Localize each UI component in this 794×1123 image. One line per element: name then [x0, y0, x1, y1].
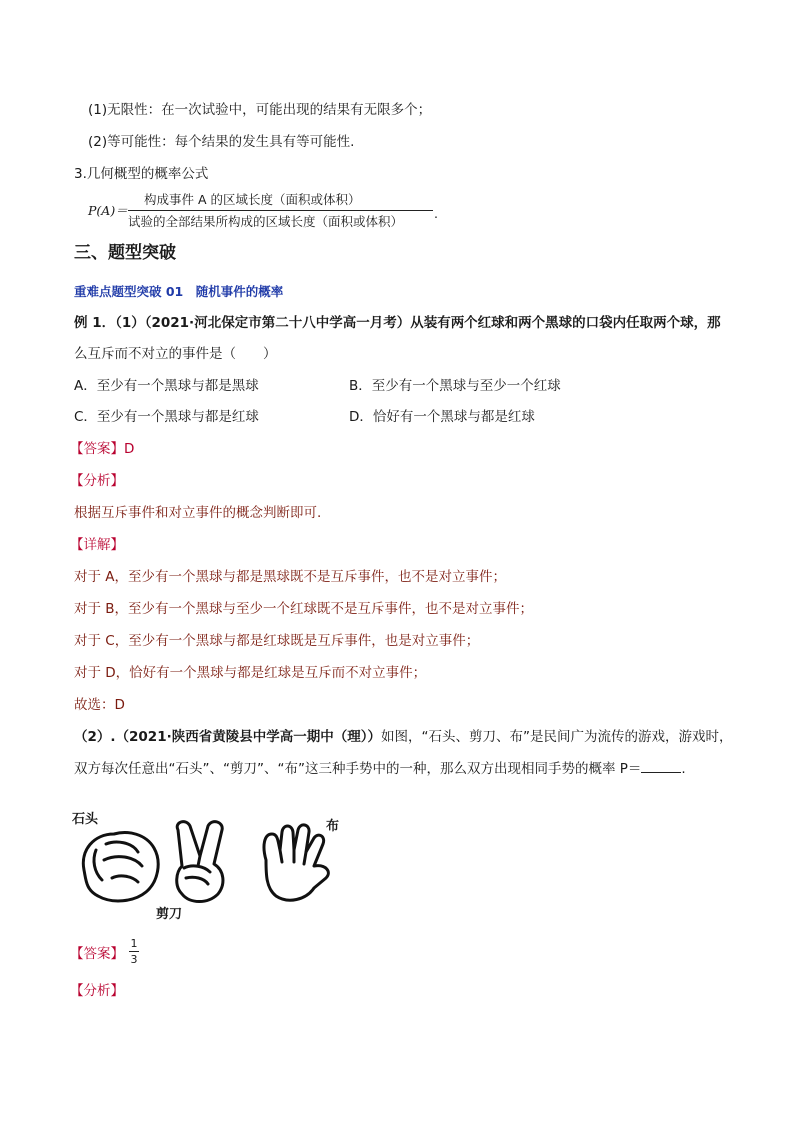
analysis-text: 根据互斥事件和对立事件的概念判断即可. [74, 505, 322, 521]
formula-lhs: P(A)＝ [88, 203, 128, 218]
example2-stem-line1: （2）.（2021·陕西省黄陵县中学高一期中（理））如图，“石头、剪刀、布”是民间广为流传的游戏，游戏时， [74, 729, 733, 745]
example1-stem-line1: 例 1．（1）（2021·河北保定市第二十八中学高一月考）从装有两个红球和两个黑球的口袋内任取两个球，那 [74, 315, 721, 331]
formula-numerator: 构成事件 A 的区域长度（面积或体积） [144, 192, 361, 207]
fraction-numerator: 1 [130, 937, 138, 950]
answer-label: 【答案】D [70, 441, 135, 457]
option-a: A．至少有一个黑球与都是黑球 [74, 378, 259, 394]
label-scissors: 剪刀 [156, 907, 183, 922]
scissors-hand-icon [177, 822, 223, 902]
detail-b: 对于 B，至少有一个黑球与至少一个红球既不是互斥事件，也不是对立事件； [74, 601, 534, 617]
property-infinite: (1)无限性：在一次试验中，可能出现的结果有无限多个； [88, 102, 432, 118]
analysis-label: 【分析】 [70, 473, 124, 489]
option-d: D．恰好有一个黑球与都是红球 [349, 409, 535, 425]
hand-gestures-figure [76, 820, 346, 910]
probability-formula [88, 190, 448, 230]
choose-text: 故选：D [74, 697, 125, 713]
detail-c: 对于 C，至少有一个黑球与都是红球既是互斥事件，也是对立事件； [74, 633, 480, 649]
subsection-title: 重难点题型突破 01 随机事件的概率 [74, 284, 284, 299]
rock-hand-icon [83, 833, 158, 901]
fraction-bar [128, 210, 433, 211]
answer2-label: 【答案】 [70, 946, 124, 962]
example2-stem-line2: 双方每次任意出“石头”、“剪刀”、“布”这三种手势中的一种，那么双方出现相同手势的概率 P＝ . [74, 758, 686, 779]
fraction-bar [129, 951, 139, 952]
property-equal-likelihood: (2)等可能性：每个结果的发生具有等可能性. [88, 134, 355, 150]
label-cloth: 布 [326, 819, 340, 834]
option-c: C．至少有一个黑球与都是红球 [74, 409, 259, 425]
option-b: B．至少有一个黑球与至少一个红球 [349, 378, 561, 394]
formula-heading: 3.几何概型的概率公式 [74, 166, 209, 182]
answer-fraction [129, 937, 139, 966]
detail-a: 对于 A，至少有一个黑球与都是黑球既不是互斥事件，也不是对立事件； [74, 569, 507, 585]
answer-blank [641, 758, 681, 773]
analysis2-label: 【分析】 [70, 983, 124, 999]
formula-end: . [434, 206, 438, 221]
example1-stem-line2: 么互斥而不对立的事件是（ ） [74, 346, 277, 362]
label-rock: 石头 [72, 812, 99, 827]
fraction-denominator: 3 [130, 953, 138, 966]
detail-label: 【详解】 [70, 537, 124, 553]
paper-hand-icon [264, 825, 328, 900]
formula-denominator: 试验的全部结果所构成的区域长度（面积或体积） [128, 214, 404, 229]
section-title: 三、题型突破 [74, 243, 176, 263]
detail-d: 对于 D，恰好有一个黑球与都是红球是互斥而不对立事件； [74, 665, 427, 681]
